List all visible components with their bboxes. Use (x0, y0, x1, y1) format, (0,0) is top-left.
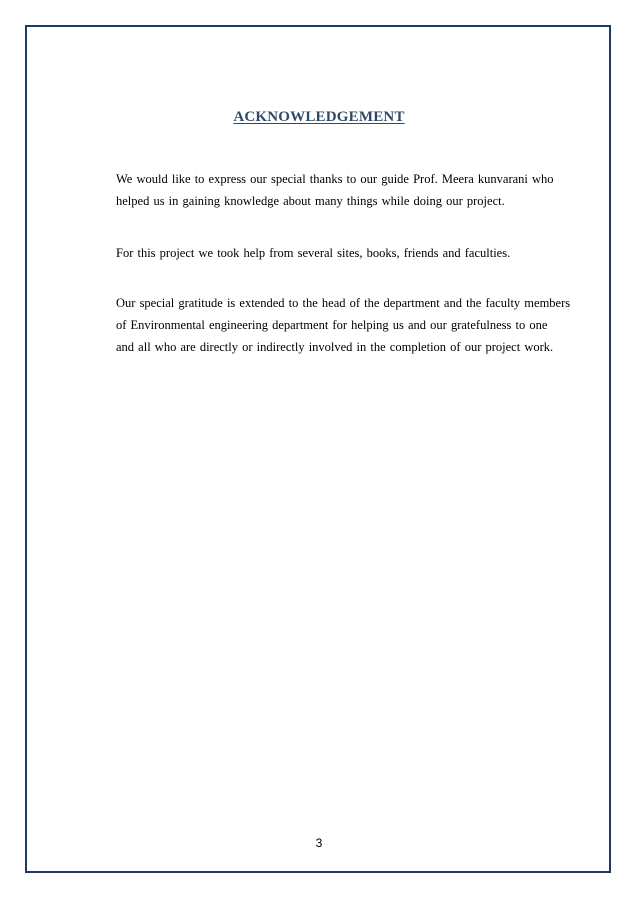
page-title: ACKNOWLEDGEMENT (233, 109, 405, 125)
paragraph-line: For this project we took help from several sites, books, friends and faculties. (116, 246, 511, 260)
paragraph-line: Our special gratitude is extended to the head of the department and the faculty members (116, 296, 571, 310)
paragraph-line: We would like to express our special thanks to our guide Prof. Meera kunvarani who (116, 172, 554, 186)
page-number: 3 (315, 836, 323, 850)
page-border (25, 25, 611, 873)
paragraph-line: helped us in gaining knowledge about many things while doing our project. (116, 194, 505, 208)
paragraph-thanks (116, 168, 586, 212)
paragraph-help (116, 242, 586, 264)
paragraph-gratitude (116, 292, 586, 358)
paragraph-line: and all who are directly or indirectly involved in the completion of our project work. (116, 340, 554, 354)
paragraph-line: of Environmental engineering department for helping us and our gratefulness to one (116, 318, 548, 332)
